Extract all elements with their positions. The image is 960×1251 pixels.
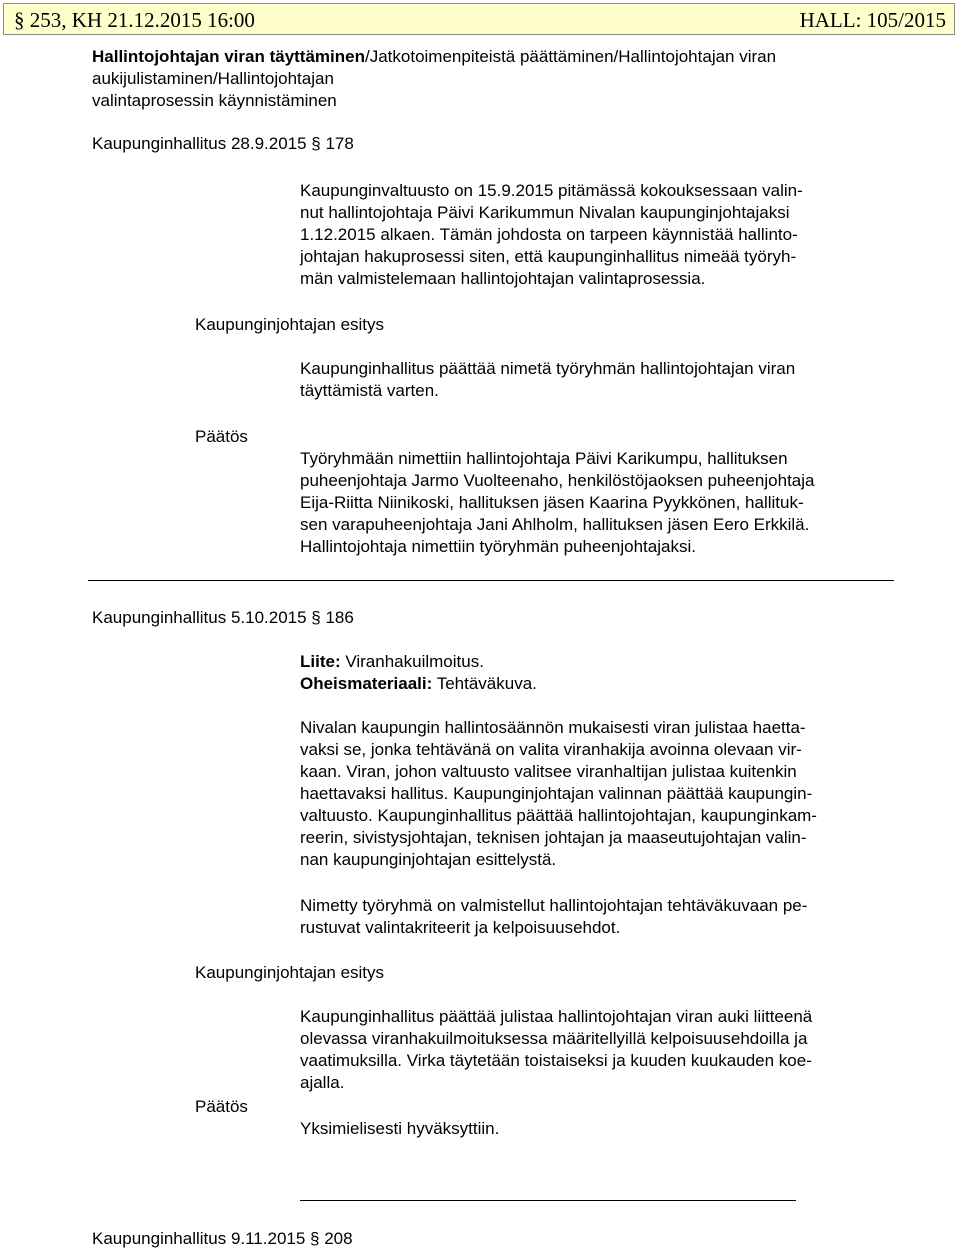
section-1-paatos-text [300, 448, 895, 558]
text-line: nan kaupunginjohtajan esittelystä. [300, 850, 557, 869]
attachments-block [300, 651, 895, 695]
title-rest: /Jatkotoimenpiteistä päättäminen/Hallintojohtajan viran [365, 47, 777, 66]
text-line: Kaupunginhallitus päättää nimetä työryhmän hallintojohtajan viran [300, 359, 796, 378]
text-line: män valmistelemaan hallintojohtajan valintaprosessia. [300, 269, 706, 288]
oheismateriaali-label: Oheismateriaali: [300, 674, 433, 693]
text-line: Nimetty työryhmä on valmistellut hallintojohtajan tehtäväkuvaan pe- [300, 896, 808, 915]
text-line: johtajan hakuprosessi siten, että kaupunginhallitus nimeää työryh- [300, 247, 797, 266]
text-line: Kaupunginhallitus päättää julistaa hallintojohtajan viran auki liitteenä [300, 1007, 813, 1026]
text-line: Työryhmään nimettiin hallintojohtaja Päivi Karikumpu, hallituksen [300, 449, 788, 468]
text-line: Eija-Riitta Niinikoski, hallituksen jäsen Kaarina Pyykkönen, hallituk- [300, 493, 804, 512]
text-line: haettavaksi hallitus. Kaupunginjohtajan valinnan päättää kaupungin- [300, 784, 813, 803]
header-document-number: HALL: 105/2015 [799, 8, 946, 32]
section-2-esitys-text [300, 1006, 895, 1094]
text-line: vaksi se, jonka tehtävänä on valita viranhakija avoinna olevaan vir- [300, 740, 802, 759]
section-1-text [300, 180, 895, 290]
attachment-line [300, 651, 895, 673]
text-line: valtuusto. Kaupunginhallitus päättää hallintojohtajan, kaupunginkam- [300, 806, 817, 825]
title-bold-part: Hallintojohtajan viran täyttäminen [92, 47, 365, 66]
section-2-paragraph-1 [300, 717, 895, 871]
text-line: vaatimuksilla. Virka täytetään toistaiseksi ja kuuden kuukauden koe- [300, 1051, 812, 1070]
section-1-esitys-label: Kaupunginjohtajan esitys [195, 315, 385, 334]
section-1-esitys-text [300, 358, 895, 402]
text-line: kaan. Viran, johon valtuusto valitsee viranhaltijan julistaa kuitenkin [300, 762, 797, 781]
section-2-paragraph-2 [300, 895, 895, 939]
section-2-paatos-text: Yksimielisesti hyväksyttiin. [300, 1119, 500, 1138]
text-line: ajalla. [300, 1073, 345, 1092]
section-2-paatos-label: Päätös [195, 1097, 248, 1116]
header-meeting-info: § 253, KH 21.12.2015 16:00 [14, 8, 255, 32]
liite-label: Liite: [300, 652, 341, 671]
document-header-bar [3, 3, 955, 35]
text-line: puheenjohtaja Jarmo Vuolteenaho, henkilöstöjaoksen puheenjohtaja [300, 471, 815, 490]
section-2-heading: Kaupunginhallitus 5.10.2015 § 186 [92, 608, 354, 627]
text-line: nut hallintojohtaja Päivi Karikummun Nivalan kaupunginjohtajaksi [300, 203, 790, 222]
text-line: Kaupunginvaltuusto on 15.9.2015 pitämässä kokouksessaan valin- [300, 181, 803, 200]
text-line: Hallintojohtaja nimettiin työryhmän puheenjohtajaksi. [300, 537, 696, 556]
text-line: olevassa viranhakuilmoituksessa määritellyillä kelpoisuusehdoilla ja [300, 1029, 808, 1048]
section-2-esitys-label: Kaupunginjohtajan esitys [195, 963, 385, 982]
liite-value: Viranhakuilmoitus. [340, 652, 484, 671]
text-line: 1.12.2015 alkaen. Tämän johdosta on tarpeen käynnistää hallinto- [300, 225, 798, 244]
section-1-heading: Kaupunginhallitus 28.9.2015 § 178 [92, 134, 354, 153]
section-divider [88, 580, 894, 581]
document-title [92, 46, 892, 112]
title-line-3: valintaprosessin käynnistäminen [92, 91, 337, 110]
text-line: sen varapuheenjohtaja Jani Ahlholm, hallituksen jäsen Eero Erkkilä. [300, 515, 810, 534]
section-3-heading: Kaupunginhallitus 9.11.2015 § 208 [92, 1229, 353, 1248]
text-line: rustuvat valintakriteerit ja kelpoisuusehdot. [300, 918, 621, 937]
supplementary-line [300, 673, 895, 695]
text-line: Nivalan kaupungin hallintosäännön mukaisesti viran julistaa haetta- [300, 718, 806, 737]
oheismateriaali-value: Tehtäväkuva. [432, 674, 537, 693]
title-line-2: aukijulistaminen/Hallintojohtajan [92, 69, 334, 88]
text-line: reerin, sivistysjohtajan, teknisen johtajan ja maaseutujohtajan valin- [300, 828, 807, 847]
signature-line [300, 1200, 796, 1201]
text-line: täyttämistä varten. [300, 381, 439, 400]
section-1-paatos-label: Päätös [195, 427, 248, 446]
